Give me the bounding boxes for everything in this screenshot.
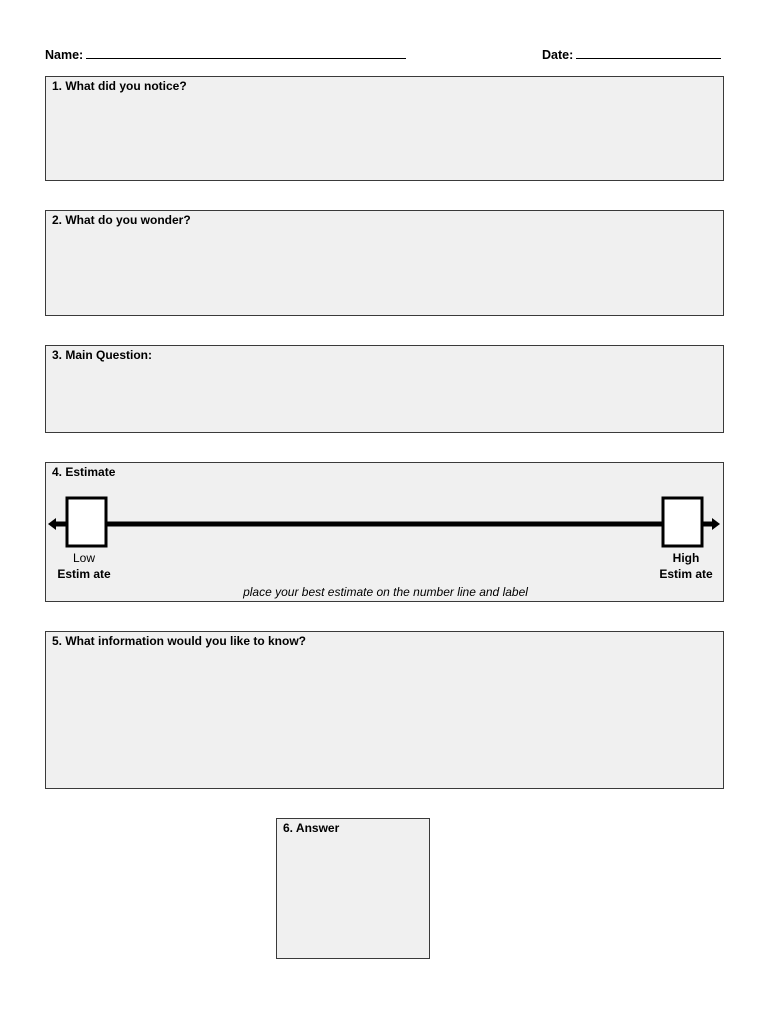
name-field[interactable] [45,46,406,62]
number-line[interactable] [46,493,725,553]
date-blank-line[interactable] [576,46,721,59]
name-blank-line[interactable] [86,46,406,59]
estimate-box[interactable] [45,462,724,602]
estimate-hint: place your best estimate on the number line and label [243,585,528,599]
name-label: Name: [45,48,84,62]
low-estimate-box[interactable] [67,498,106,546]
wonder-label: 2. What do you wonder? [52,213,191,227]
main-question-box[interactable] [45,345,724,433]
left-arrow-icon [48,518,56,530]
notice-label: 1. What did you notice? [52,79,187,93]
low-estimate-label-line1: Low [72,551,95,565]
low-estimate-label-line2: Estim ate [57,567,111,581]
high-estimate-box[interactable] [663,498,702,546]
information-box[interactable] [45,631,724,789]
information-label: 5. What information would you like to know? [52,634,306,648]
right-arrow-icon [712,518,720,530]
low-estimate-label [54,550,114,582]
answer-box[interactable] [276,818,430,959]
high-estimate-label [654,550,718,582]
notice-box[interactable] [45,76,724,181]
wonder-box[interactable] [45,210,724,316]
date-field[interactable] [542,46,721,62]
date-label: Date: [542,48,574,62]
main-question-label: 3. Main Question: [52,348,153,362]
answer-label: 6. Answer [283,821,340,835]
high-estimate-label-line2: Estim ate [659,567,713,581]
estimate-label: 4. Estimate [52,465,116,479]
high-estimate-label-line1: High [672,551,700,565]
